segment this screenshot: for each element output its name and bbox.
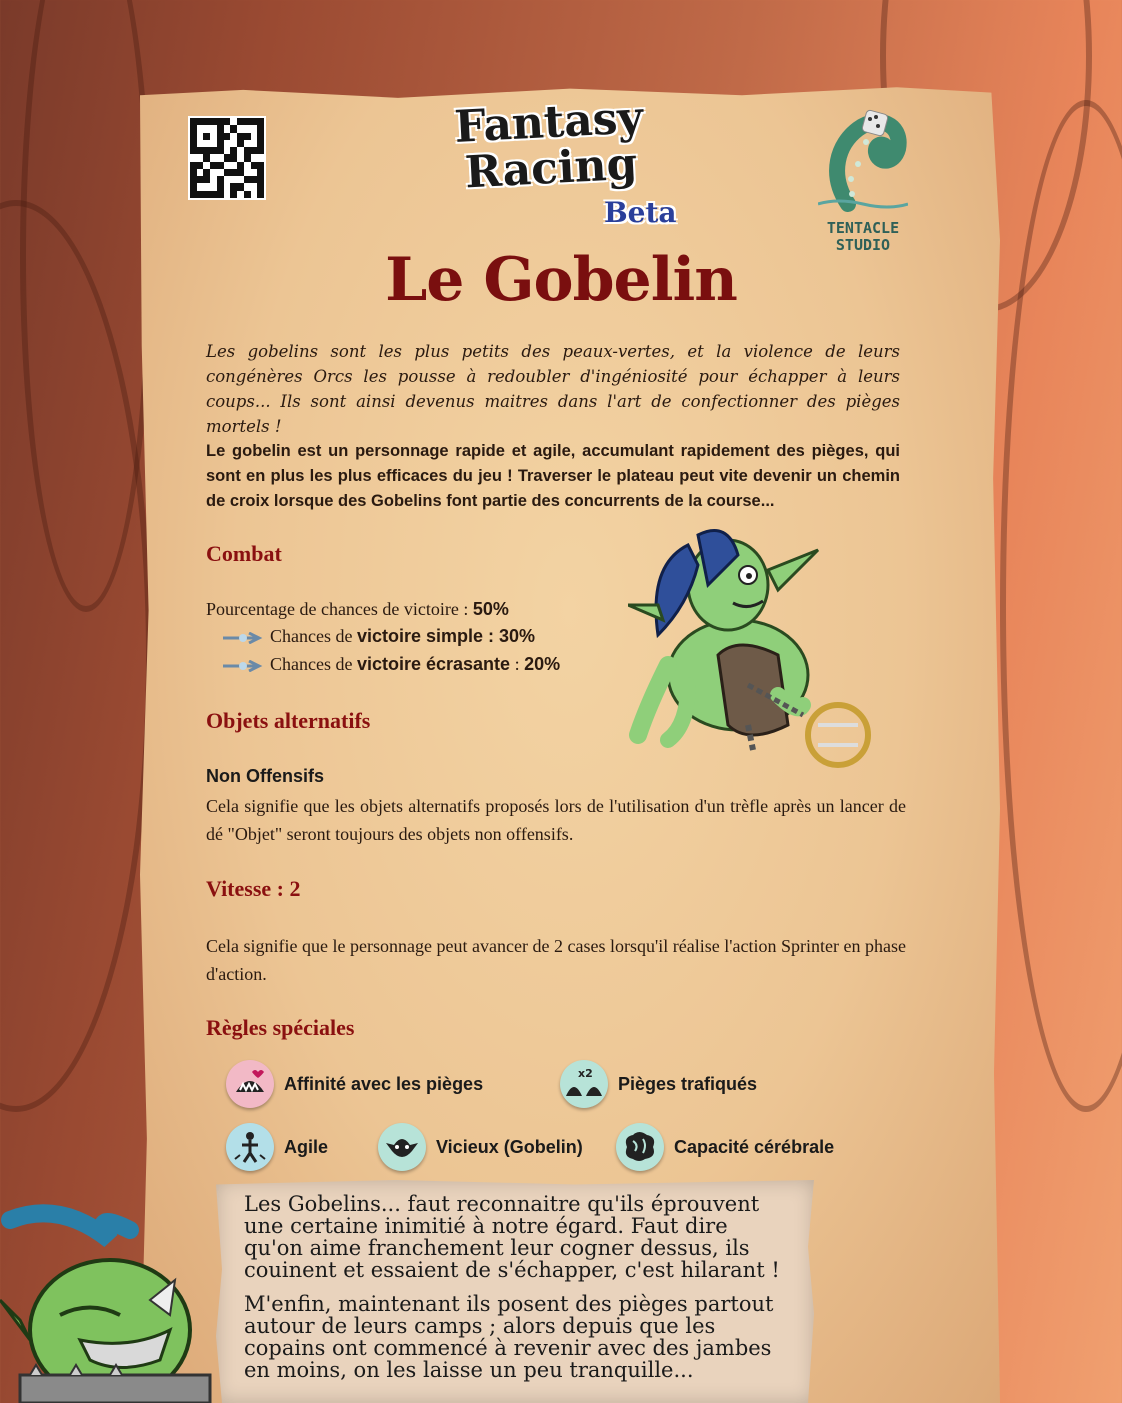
rule-trap-affinity	[226, 1060, 483, 1108]
trap-heart-icon	[226, 1060, 274, 1108]
win-chance-line	[206, 599, 509, 620]
rule-vicious	[378, 1123, 583, 1171]
logo-fantasy-text: Fantasy	[453, 92, 645, 153]
special-rules-heading: Règles spéciales	[206, 1015, 355, 1040]
crushing-win-label: victoire écrasante	[356, 654, 511, 674]
simple-win-value: victoire simple : 30%	[356, 626, 536, 646]
tentacle-logo-icon	[818, 104, 908, 214]
orc-quote	[244, 1193, 784, 1393]
simple-win-line	[270, 626, 535, 647]
goblin-face-icon	[378, 1123, 426, 1171]
intro-paragraph: Les gobelins sont les plus petits des peaux-vertes, et la violence de leurs congénères Orcs les pousse à redoubler d'ingéniosité pour échapper à leurs coups... Ils sont ainsi devenus maitres dans l'art de confectionner des pièges mortels !	[206, 342, 900, 436]
quote-paragraph-1: Les Gobelins... faut reconnaitre qu'ils éprouvent une certaine inimitié à notre égard. Faut dire qu'on aime franchement leur cogner dessus, ils couinent et essaient de s'échapper, c'est hilarant !	[244, 1192, 780, 1282]
alt-objects-heading: Objets alternatifs	[206, 708, 371, 733]
crushing-win-line	[270, 654, 560, 675]
qr-code[interactable]	[188, 116, 266, 200]
x2-badge: x2	[578, 1067, 593, 1080]
speed-heading: Vitesse : 2	[206, 876, 301, 901]
rule-brain	[616, 1123, 834, 1171]
rule-tricked-traps	[560, 1060, 757, 1108]
arrow-bullet-icon	[223, 660, 265, 672]
rule-label: Affinité avec les pièges	[284, 1073, 484, 1094]
rule-label: Vicieux (Gobelin)	[436, 1136, 583, 1157]
orc-character-illustration	[0, 1200, 215, 1403]
speed-text: Cela signifie que le personnage peut avancer de 2 cases lorsqu'il réalise l'action Sprinter en phase d'action.	[206, 936, 906, 984]
alt-objects-label: Non Offensifs	[206, 766, 325, 786]
page-title: Le Gobelin	[385, 245, 737, 315]
combat-heading: Combat	[206, 541, 282, 566]
crushing-win-prefix: Chances de	[270, 654, 357, 674]
game-logo	[453, 92, 648, 199]
win-chance-value: 50%	[472, 599, 509, 619]
rule-label: Capacité cérébrale	[674, 1136, 835, 1157]
crushing-win-sep: :	[510, 654, 525, 674]
studio-name-line2: STUDIO	[835, 236, 891, 254]
brain-icon	[616, 1123, 664, 1171]
simple-win-prefix: Chances de	[270, 626, 357, 646]
rule-label: Agile	[284, 1136, 329, 1157]
goblin-illustration	[628, 525, 880, 775]
agile-figure-icon	[226, 1123, 274, 1171]
studio-name-line1: TENTACLE	[826, 219, 900, 237]
rule-agile	[226, 1123, 328, 1171]
description-paragraph: Le gobelin est un personnage rapide et agile, accumulant rapidement des pièges, qui sont en plus les plus efficaces du jeu ! Traverser le plateau peut vite devenir un chemin de croix lorsque des Gobelins font partie des concurrents de la course...	[206, 442, 900, 510]
logo-beta-text: Beta	[604, 196, 677, 229]
quote-paragraph-2: M'enfin, maintenant ils posent des pièges partout autour de leurs camps ; alors depuis que les copains ont commencé à revenir avec des jambes en moins, on les laisse un peu tranquille...	[244, 1292, 774, 1382]
arrow-bullet-icon	[223, 632, 265, 644]
crushing-win-value: 20%	[524, 654, 561, 674]
rule-label: Pièges trafiqués	[618, 1073, 758, 1094]
win-chance-label: Pourcentage de chances de victoire :	[206, 599, 473, 619]
alt-objects-text: Cela signifie que les objets alternatifs proposés lors de l'utilisation d'un trèfle après un lancer de dé "Objet" seront toujours des objets non offensifs.	[206, 796, 906, 844]
logo-racing-text: Racing	[463, 138, 639, 199]
trap-x2-icon	[560, 1060, 608, 1108]
